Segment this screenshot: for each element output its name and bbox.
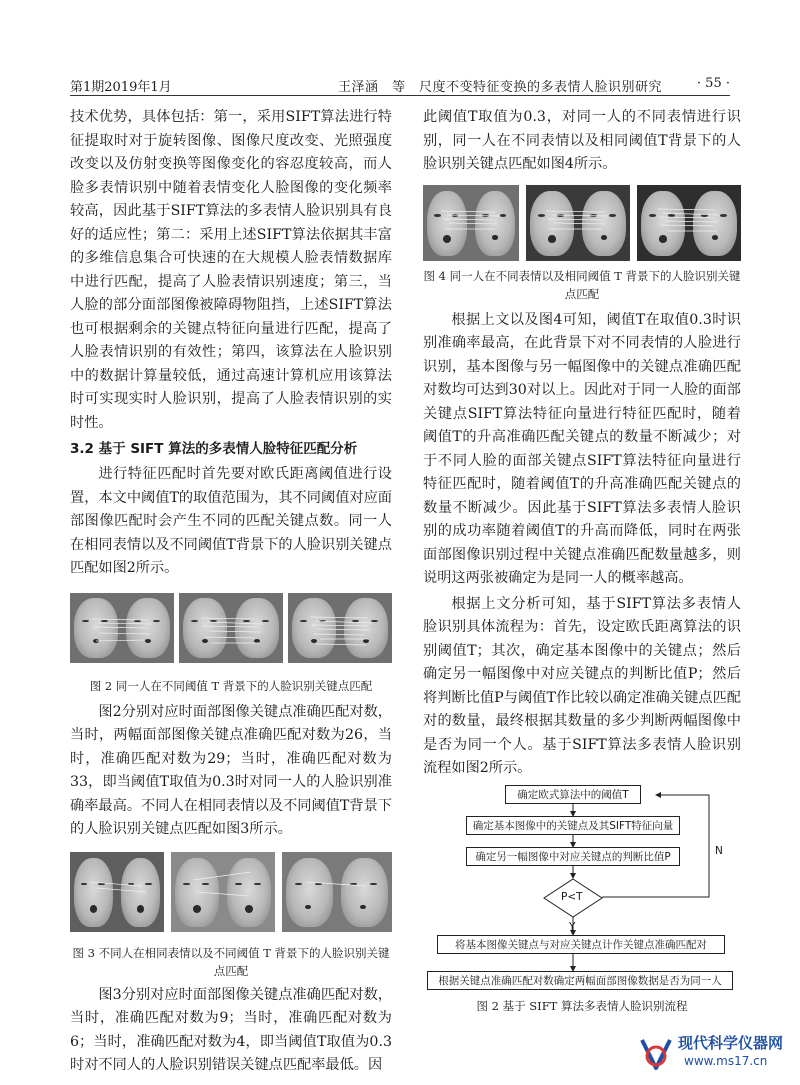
figure-4-images xyxy=(423,185,741,261)
caption-line: 图 3 不同人在相同表情以及不同阈值 T 背景下的人脸识别关键 xyxy=(72,945,390,960)
face-match-image xyxy=(423,185,519,261)
face-match-image xyxy=(70,593,174,663)
face-match-image xyxy=(70,852,164,932)
paragraph: 图3分别对应时面部图像关键点准确匹配对数，当时，准确匹配对数为9；当时，准确匹配对数为6；当时，准确匹配对数为4，即当阈值T取值为0.3时对不同人的人脸识别错误关键点匹配率最低。因 xyxy=(70,986,392,1073)
figure-4-caption xyxy=(423,267,741,303)
figure-2-caption: 图 2 同一人在不同阈值 T 背景下的人脸识别关键点匹配 xyxy=(89,678,373,693)
paragraph: 图2分别对应时面部图像关键点准确匹配对数，当时，两幅面部图像关键点准确匹配对数为26，当时，准确匹配对数为29；当时，准确匹配对数为33，即当阈值T取值为0.3时对同一人的人脸识别准确率最高。不同人在相同表情以及不同阈值T背景下的人脸识别关键点匹配如图3所示。 xyxy=(70,703,392,837)
figure-3-images xyxy=(70,852,392,932)
site-watermark xyxy=(636,1030,796,1080)
flow-step-base-keypoints: 确定基本图像中的关键点及其SIFT特征向量 xyxy=(466,816,680,835)
caption-line: 点匹配 xyxy=(564,286,600,301)
face-match-image xyxy=(282,852,392,932)
right-column xyxy=(423,106,741,1020)
flow-step-set-threshold: 确定欧式算法中的阈值T xyxy=(505,785,641,804)
face-match-image xyxy=(288,593,392,663)
paragraph: 进行特征匹配时首先要对欧氏距离阈值进行设置，本文中阈值T的取值范围为，其不同阈值对应面部图像匹配时会产生不同的匹配关键点数。同一人在相同表情以及不同阈值T背景下的人脸识别关键点匹配如图2所示。 xyxy=(70,466,392,576)
flow-step-count-pair: 将基本图像关键点与对应关键点计作关键点准确匹配对 xyxy=(437,935,725,954)
face-match-image xyxy=(179,593,283,663)
caption-line: 图 4 同一人在不同表情以及相同阈值 T 背景下的人脸识别关键 xyxy=(423,268,741,283)
watermark-name: 现代科学仪器网 xyxy=(678,1034,784,1052)
caption-line: 点匹配 xyxy=(213,963,249,978)
watermark-logo-icon xyxy=(636,1034,676,1074)
paragraph: 根据上文以及图4可知，阈值T在取值0.3时识别准确率最高，在此背景下对不同表情的人脸进行识别，基本图像与另一幅图像中的关键点准确匹配对数均可达到30对以上。因此对于同一人脸的面部关键点SIFT算法特征向量进行特征匹配时，随着阈值T的升高准确匹配关键点的数量不断减少；对于不同人脸的面部关键点SIFT算法特征向量进行特征匹配时，随着阈值T的升高准确匹配关键点的数量不断减少。因此基于SIFT算法多表情人脸识别的成功率随着阈值T的升高而降低，同时在两张面部图像识别过程中关键点准确匹配数量越多，则说明这两张被确定为是同一人的概率越高。 xyxy=(423,311,741,586)
paragraph: 此阈值T取值为0.3，对同一人的不同表情进行识别，同一人在不同表情以及相同阈值T背景下的人脸识别关键点匹配如图4所示。 xyxy=(423,109,741,172)
left-column xyxy=(70,106,392,1078)
figure-2-images xyxy=(70,593,392,663)
flow-yes-label: Y xyxy=(569,920,576,933)
figure-3-caption xyxy=(70,944,392,980)
face-match-image xyxy=(526,185,630,261)
page-number: · 55 · xyxy=(696,76,730,91)
flowchart xyxy=(423,785,741,1020)
header-authors: 王泽涵 等 xyxy=(338,80,406,95)
watermark-url: www.ms17.cn xyxy=(684,1054,768,1068)
header-title xyxy=(338,76,662,95)
paragraph: 根据上文分析可知，基于SIFT算法多表情人脸识别具体流程为：首先，设定欧氏距离算法的识别阈值T；其次，确定基本图像中的关键点；然后确定另一幅图像中对应关键点的判断比值P；然后将判断比值P与阈值T作比较以确定准确关键点匹配对的数量，最终根据其数量的多少判断两幅图像中是否为同一个人。基于SIFT算法多表情人脸识别流程如图2所示。 xyxy=(423,595,741,776)
paragraph: 技术优势，具体包括：第一，采用SIFT算法进行特征提取时对于旋转图像、图像尺度改变、光照强度改变以及仿射变换等图像变化的容忍度较高，而人脸多表情识别中随着表情变化人脸图像的变化频率较高，因此基于SIFT算法的多表情人脸识别具有良好的适应性；第二：采用上述SIFT算法依据其丰富的多维信息集合可快速的在大规模人脸表情数据库中进行匹配，提高了人脸表情识别速度；第三，当人脸的部分面部图像被障碍物阻挡，上述SIFT算法也可根据剩余的关键点特征向量进行匹配，提高了人脸表情识别的有效性；第四，该算法在人脸识别中的数据计算量较低，通过高速计算机应用该算法时可实现实时人脸识别，提高了人脸表情识别的实时性。 xyxy=(70,109,392,431)
running-header xyxy=(70,74,730,96)
issue-info: 第1期2019年1月 xyxy=(70,80,172,95)
flow-step-decide: 根据关键点准确匹配对数确定两幅面部图像数据是否为同一人 xyxy=(427,971,733,990)
face-match-image xyxy=(171,852,275,932)
flow-decision-label: P<T xyxy=(561,890,583,903)
flowchart-caption: 图 2 基于 SIFT 算法多表情人脸识别流程 xyxy=(476,998,688,1013)
flow-step-ratio: 确定另一幅图像中对应关键点的判断比值P xyxy=(466,847,680,866)
face-match-image xyxy=(637,185,741,261)
header-paper-title: 尺度不变特征变换的多表情人脸识别研究 xyxy=(419,80,663,95)
flow-no-label: N xyxy=(715,844,723,857)
section-heading: 3.2 基于 SIFT 算法的多表情人脸特征匹配分析 xyxy=(70,441,358,457)
